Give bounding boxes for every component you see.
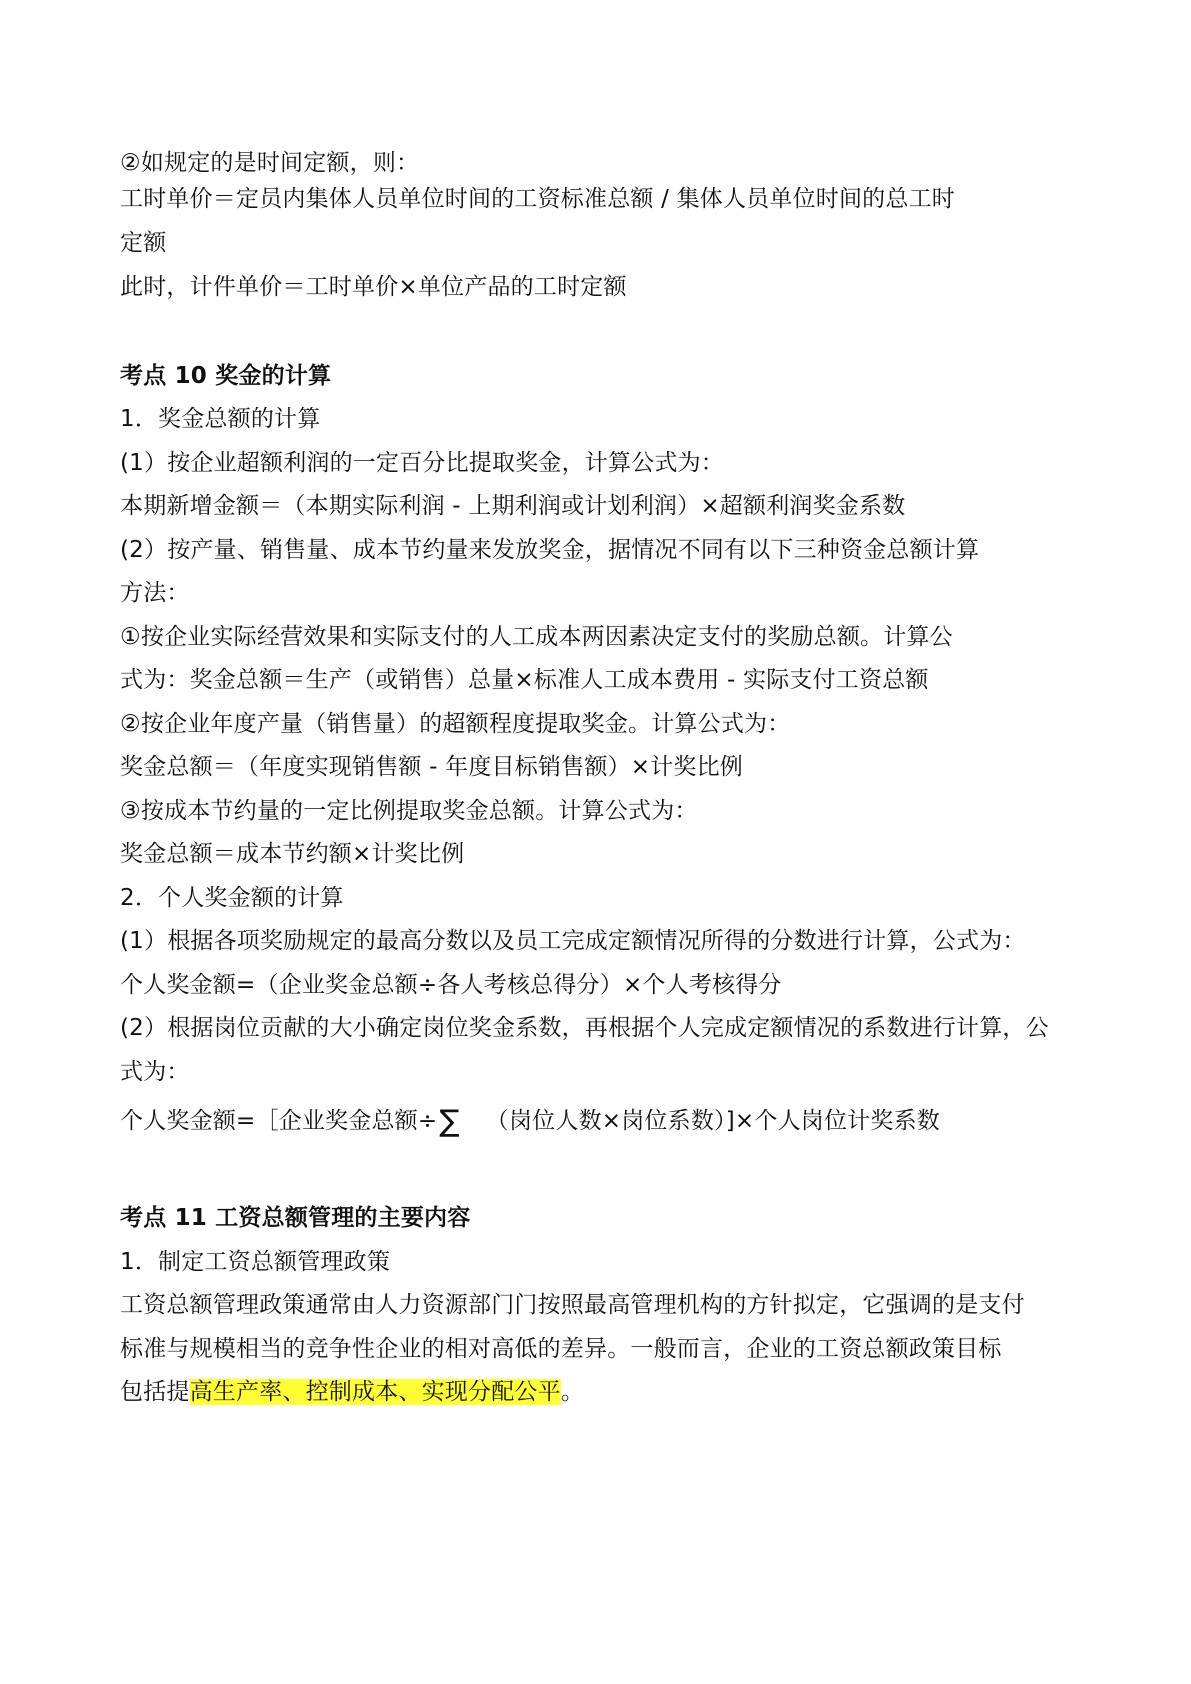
item-score-based: (1）根据各项奖励规定的最高分数以及员工完成定额情况所得的分数进行计算，公式为： (120, 928, 1026, 954)
paragraph-piece-price: 此时，计件单价＝工时单价×单位产品的工时定额 (120, 274, 627, 300)
paragraph-hour-price: 工时单价＝定员内集体人员单位时间的工资标准总额 / 集体人员单位时间的总工时 (120, 186, 955, 212)
paragraph-time-quota: ②如规定的是时间定额，则： (120, 150, 420, 176)
formula-part-2: （岗位人数×岗位系数）]×个人岗位计奖系数 (485, 1108, 940, 1134)
heading-topic-11: 考点 11 工资总额管理的主要内容 (120, 1205, 471, 1231)
paragraph-hour-price-cont: 定额 (120, 230, 167, 256)
item-position-based-cont: 式为： (120, 1059, 190, 1085)
formula-new-amount: 本期新增金额＝（本期实际利润 - 上期利润或计划利润）×超额利润奖金系数 (120, 493, 906, 519)
method-3: ③按成本节约量的一定比例提取奖金总额。计算公式为： (120, 798, 698, 824)
item-excess-profit: (1）按企业超额利润的一定百分比提取奖金，计算公式为： (120, 450, 725, 476)
item-output-sales: (2）按产量、销售量、成本节约量来发放奖金，据情况不同有以下三种资金总额计算 (120, 537, 980, 563)
formula-part-1: 个人奖金额=［企业奖金总额÷ (120, 1108, 438, 1134)
policy-text-1: 工资总额管理政策通常由人力资源部门门按照最高管理机构的方针拟定，它强调的是支付 (120, 1292, 1025, 1318)
heading-topic-10: 考点 10 奖金的计算 (120, 363, 332, 389)
section-individual-bonus: 2．个人奖金额的计算 (120, 885, 344, 911)
method-1: ①按企业实际经营效果和实际支付的人工成本两因素决定支付的奖励总额。计算公 (120, 624, 953, 650)
method-2-formula: 奖金总额＝（年度实现销售额 - 年度目标销售额）×计奖比例 (120, 754, 743, 780)
method-1-formula: 式为：奖金总额＝生产（或销售）总量×标准人工成本费用 - 实际支付工资总额 (120, 667, 929, 693)
method-2: ②按企业年度产量（销售量）的超额程度提取奖金。计算公式为： (120, 711, 791, 737)
sigma-symbol: ∑ (439, 1104, 460, 1139)
section-policy: 1．制定工资总额管理政策 (120, 1249, 391, 1275)
policy-text-3 (120, 1377, 584, 1407)
formula-score-based: 个人奖金额=（企业奖金总额÷各人考核总得分）×个人考核得分 (120, 972, 782, 998)
highlighted-goals: 高生产率、控制成本、实现分配公平 (189, 1379, 561, 1405)
item-position-based: (2）根据岗位贡献的大小确定岗位奖金系数，再根据个人完成定额情况的系数进行计算，公 (120, 1015, 1049, 1041)
policy-text-3-start: 包括提 (120, 1379, 190, 1405)
section-bonus-total: 1．奖金总额的计算 (120, 406, 321, 432)
formula-position-based (120, 1106, 940, 1137)
policy-text-2: 标准与规模相当的竞争性企业的相对高低的差异。一般而言，企业的工资总额政策目标 (120, 1336, 1002, 1362)
policy-text-3-end: 。 (560, 1379, 585, 1405)
method-3-formula: 奖金总额＝成本节约额×计奖比例 (120, 841, 465, 867)
item-output-sales-cont: 方法： (120, 580, 190, 606)
